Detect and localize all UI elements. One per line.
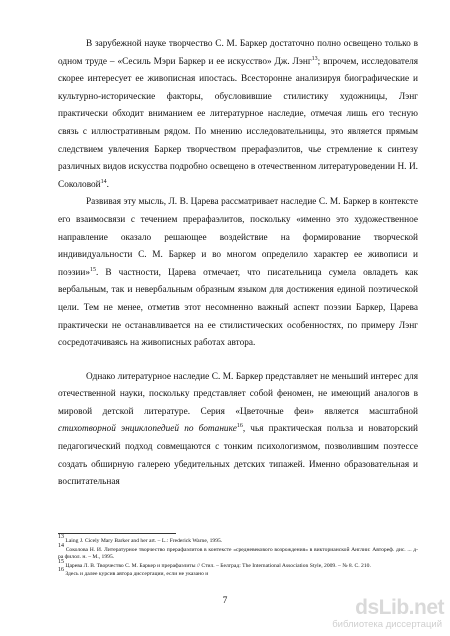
paragraph-1-part-b: ; впрочем, исследователя скорее интересует ее живописная ипостась. Всесторонне анализируя биографические и культурно-исторические факторы, обусловившие стилистику художницы, Лэнг практически обходит вниманием ее литературное наследие, отмечая лишь его тесную связь с иллюстративным рядом. По мнению исследовательницы, это является прямым следствием увлечения Баркер творчеством прерафаэлитов, чье стремление к синтезу различных видов искусства подробно освещено в отечественном литературоведении Н. И. Соколовой	[58, 56, 418, 190]
footnote-text: Laing J. Cicely Mary Barker and her art. – L.: Frederick Warne, 1995.	[64, 538, 223, 544]
footnote-number: 16	[58, 567, 64, 574]
footnote-number: 15	[58, 558, 64, 565]
footnote-ref-13: 13	[311, 55, 318, 62]
footnote-13	[58, 534, 418, 546]
footnote-text: Царева Л. В. Творчество С. М. Баркер и прерафаэлиты // Стил. – Белград: The International Association Style, 2009. – № 8. С. 210.	[64, 562, 371, 569]
paragraph-3	[58, 369, 418, 492]
main-text	[58, 36, 418, 492]
footnote-14	[58, 542, 418, 562]
watermark-logo: dsLib.net	[355, 596, 444, 619]
footnote-ref-16: 16	[236, 423, 243, 430]
footnote-number: 13	[58, 534, 64, 540]
paragraph-1-part-a: В зарубежной науке творчество С. М. Баркер достаточно полно освещено только в одном труде – «Сесиль Мэри Баркер и ее искусство» Дж. Лэнг	[58, 39, 418, 67]
paragraph-2	[58, 194, 418, 352]
paragraph-2-part-b: . В частности, Царева отмечает, что писательница сумела овладеть как вербальным, так и невербальным образным языком для достижения единой поэтической цели. Тем не менее, отметив этот несомненно важный аспект поэзии Баркер, Царева практически не останавливается на ее стилистических особенностях, по примеру Лэнг сосредотачиваясь на живописных работах автора.	[58, 267, 418, 349]
paragraph-2-part-a: Развивая эту мысль, Л. В. Царева рассматривает наследие С. М. Баркер в контексте его взаимосвязи с течением прерафаэлитов, поскольку «именно это художественное направление оказало решающее воздействие на формирование творческой индивидуальности С. М. Баркер и во многом определило характер ее живописи и поэзии»	[58, 197, 418, 278]
watermark	[304, 596, 444, 632]
footnote-number: 14	[58, 542, 64, 549]
paragraph-3-italic: стихотворной энциклопедией по ботанике	[58, 424, 237, 435]
paragraph-3-part-a: Однако литературное наследие С. М. Баркер представляет не меньший интерес для отечественной науки, поскольку представляет собой феномен, не имеющий аналогов в мировой детской литературе. Серия «Цветочные феи» является масштабной	[58, 371, 418, 417]
footnote-ref-14: 14	[100, 178, 107, 185]
paragraph-1-part-c: .	[106, 179, 109, 190]
footnote-ref-15: 15	[90, 266, 96, 273]
paragraph-1	[58, 36, 418, 194]
footnote-16	[58, 567, 418, 579]
paragraph-3-part-b: , чья практическая польза и новаторский педагогический подход совмещаются с тонким психологизмом, позволившим поэтессе создать обширную галерею убедительных детских типажей. Именно образовательная и воспитательная	[58, 424, 418, 488]
footnote-15	[58, 558, 418, 574]
page-number: 7	[222, 596, 228, 606]
footnotes	[58, 534, 418, 579]
footnote-text: Соколова Н. И. Литературное творчество прерафаэлитов в контексте «средневекового возрождения» в викторианской Англии: Автореф. дис. ... д-ра филол. н. – М., 1995.	[58, 546, 418, 561]
footnote-text: Здесь и далее курсив автора диссертации, если не указано и	[64, 571, 209, 578]
footnote-divider	[58, 533, 176, 534]
watermark-subtitle: библиотека диссертаций	[332, 619, 442, 630]
